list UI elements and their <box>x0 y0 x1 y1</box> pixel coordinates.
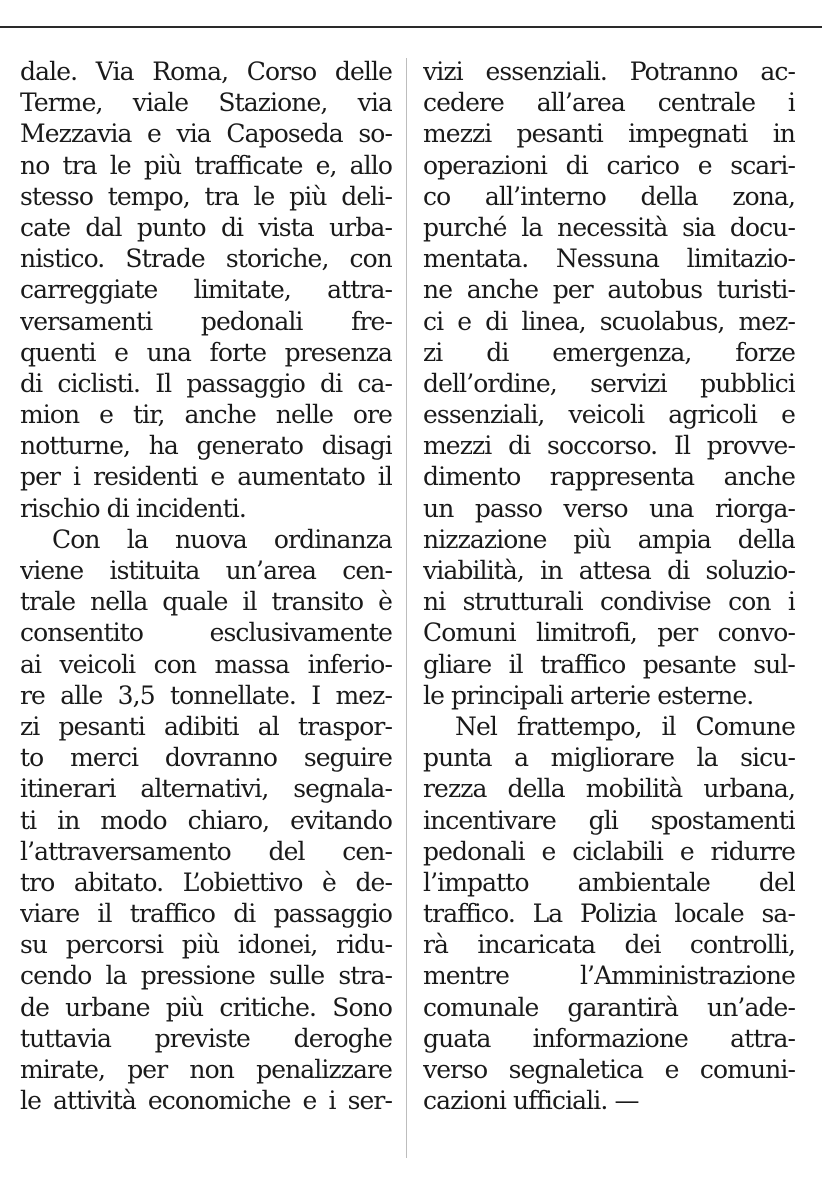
text-line: un passo verso una riorga- <box>423 493 795 523</box>
article-column-left <box>20 56 392 1116</box>
text-line: essenziali, veicoli agricoli e <box>423 400 795 430</box>
text-line: zi pesanti adibiti al traspor- <box>20 711 392 741</box>
text-line: Mezzavia e via Caposeda so- <box>20 119 392 149</box>
text-line: de urbane più critiche. Sono <box>20 992 392 1022</box>
text-line: rischio di incidenti. <box>20 493 246 523</box>
text-line: tuttavia previste deroghe <box>20 1023 392 1053</box>
text-line: cazioni ufficiali. — <box>423 1086 639 1116</box>
text-line: re alle 3,5 tonnellate. I mez- <box>20 680 392 710</box>
text-line: ci e di linea, scuolabus, mez- <box>423 306 795 336</box>
top-rule <box>0 26 822 28</box>
text-line: mezzi di soccorso. Il provve- <box>423 431 795 461</box>
text-line: incentivare gli spostamenti <box>423 805 795 835</box>
text-line: verso segnaletica e comuni- <box>423 1055 795 1084</box>
text-line: traffico. La Polizia locale sa- <box>423 899 795 929</box>
text-line: dell’ordine, servizi pubblici <box>423 368 795 398</box>
text-line: dale. Via Roma, Corso delle <box>20 57 392 86</box>
text-line: ai veicoli con massa inferio- <box>20 649 392 679</box>
text-line: no tra le più trafficate e, allo <box>20 150 392 180</box>
text-line: cendo la pressione sulle stra- <box>20 961 392 991</box>
text-line: di ciclisti. Il passaggio di ca- <box>20 368 392 398</box>
text-line: viene istituita un’area cen- <box>20 556 392 585</box>
text-line: quenti e una forte presenza <box>20 337 392 367</box>
text-line: nizzazione più ampia della <box>423 524 795 554</box>
text-line: cate dal punto di vista urba- <box>20 212 392 242</box>
text-line: carreggiate limitate, attra- <box>20 275 392 305</box>
text-line: viabilità, in attesa di soluzio- <box>423 556 795 585</box>
text-line: l’attraversamento del cen- <box>20 836 392 866</box>
text-line: stesso tempo, tra le più deli- <box>20 181 392 211</box>
text-line: mezzi pesanti impegnati in <box>423 119 795 149</box>
text-line: consentito esclusivamente <box>20 618 392 648</box>
text-line: purché la necessità sia docu- <box>423 212 795 242</box>
text-line: notturne, ha generato disagi <box>20 431 392 461</box>
text-line: mentre l’Amministrazione <box>423 961 795 991</box>
text-line: cedere all’area centrale i <box>423 88 795 118</box>
text-line: co all’interno della zona, <box>423 181 795 211</box>
text-line: to merci dovranno seguire <box>20 743 392 773</box>
text-line: Con la nuova ordinanza <box>52 524 392 554</box>
column-divider <box>406 58 407 1158</box>
article-column-right <box>423 56 795 1116</box>
text-line: mentata. Nessuna limitazio- <box>423 244 795 274</box>
text-line: Comuni limitrofi, per convo- <box>423 618 795 648</box>
text-line: nistico. Strade storiche, con <box>20 244 392 274</box>
text-line: le principali arterie esterne. <box>423 680 754 710</box>
text-line: dimento rappresenta anche <box>423 462 795 492</box>
text-line: Terme, viale Stazione, via <box>20 88 392 118</box>
text-line: Nel frattempo, il Comune <box>455 711 795 741</box>
text-line: ni strutturali condivise con i <box>423 587 795 617</box>
text-line: ti in modo chiaro, evitando <box>20 805 392 835</box>
text-line: itinerari alternativi, segnala- <box>20 774 392 804</box>
text-line: su percorsi più idonei, ridu- <box>20 930 392 960</box>
text-line: gliare il traffico pesante sul- <box>423 649 795 679</box>
text-line: pedonali e ciclabili e ridurre <box>423 836 795 866</box>
text-line: versamenti pedonali fre- <box>20 306 392 336</box>
text-line: operazioni di carico e scari- <box>423 150 795 180</box>
text-line: rà incaricata dei controlli, <box>423 930 795 960</box>
text-line: zi di emergenza, forze <box>423 337 795 367</box>
text-line: rezza della mobilità urbana, <box>423 774 795 804</box>
text-line: ne anche per autobus turisti- <box>423 275 795 305</box>
text-line: vizi essenziali. Potranno ac- <box>423 57 795 86</box>
text-line: l’impatto ambientale del <box>423 867 795 897</box>
text-line: punta a migliorare la sicu- <box>423 743 795 773</box>
text-line: per i residenti e aumentato il <box>20 462 392 492</box>
text-line: tro abitato. L’obiettivo è de- <box>20 867 392 897</box>
text-line: trale nella quale il transito è <box>20 587 392 617</box>
text-line: le attività economiche e i ser- <box>20 1086 392 1116</box>
text-line: viare il traffico di passaggio <box>20 899 392 929</box>
text-line: comunale garantirà un’ade- <box>423 992 795 1022</box>
text-line: mirate, per non penalizzare <box>20 1055 392 1084</box>
text-line: mion e tir, anche nelle ore <box>20 400 392 430</box>
text-line: guata informazione attra- <box>423 1023 795 1053</box>
